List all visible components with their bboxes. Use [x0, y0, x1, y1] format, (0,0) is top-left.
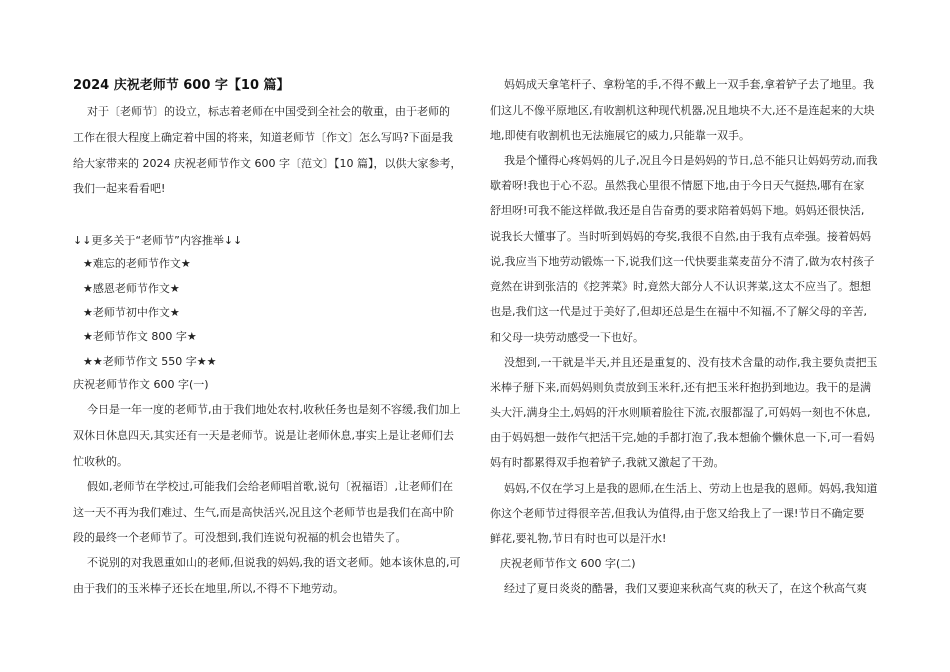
paragraph-line: 假如,老师节在学校过,可能我们会给老师唱首歌,说句〔祝福语〕,让老师们在: [87, 480, 453, 493]
essay-1-title: 庆祝老师节作文 600 字(一): [73, 378, 209, 391]
essay-2-title: 庆祝老师节作文 600 字(二): [500, 557, 636, 570]
paragraph-line: 经过了夏日炎炎的酷暑，我们又要迎来秋高气爽的秋天了，在这个秋高气爽: [504, 582, 867, 595]
intro-line: 工作在很大程度上确定着中国的将来，知道老师节〔作文〕怎么写吗?下面是我: [73, 131, 453, 144]
paragraph-line: 米棒子掰下来,而妈妈则负责放到玉米秆,还有把玉米秆抱扔到地边。我干的是满: [490, 381, 871, 394]
paragraph-line: 歇着呀!我也于心不忍。虽然我心里很不情愿下地,由于今日天气挺热,哪有在家: [490, 179, 865, 192]
paragraph-line: 由于妈妈想一鼓作气把活干完,她的手都打泡了,我本想偷个懒休息一下,可一看妈: [490, 431, 875, 444]
paragraph-line: 今日是一年一度的老师节,由于我们地处农村,收秋任务也是刻不容缓,我们加上: [87, 403, 461, 416]
paragraph-line: 这一天不再为我们难过、生气,而是高快活兴,况且这个老师节也是我们在高中阶: [73, 506, 454, 519]
paragraph-line: 也是,我们这一代是过于美好了,但却还总是生在福中不知福,不了解父母的辛苦,: [490, 305, 867, 318]
paragraph-line: 妈有时都累得双手抱着铲子,我就又激起了干劲。: [490, 456, 725, 469]
paragraph-line: 没想到,一干就是半天,并且还是重复的、没有技术含量的动作,我主要负责把玉: [504, 356, 878, 369]
recommend-link[interactable]: ★难忘的老师节作文★: [83, 257, 191, 270]
recommend-link[interactable]: ★感恩老师节作文★: [83, 282, 180, 295]
paragraph-line: 竟然在讲到张洁的《挖荠菜》时,竟然大部分人不认识荠菜,这太不应当了。想想: [490, 280, 871, 293]
paragraph-line: 说,我应当下地劳动锻炼一下,说我们这一代快要韭菜麦苗分不清了,做为农村孩子: [490, 255, 875, 268]
document-title: 2024 庆祝老师节 600 字【10 篇】: [73, 78, 290, 93]
paragraph-line: 们这儿不像平原地区,有收割机这种现代机器,况且地块不大,还不是连起来的大块: [490, 104, 875, 117]
recommend-link[interactable]: ★老师节初中作文★: [83, 306, 180, 319]
paragraph-line: 说我长大懂事了。当时听到妈妈的夸奖,我很不自然,由于我有点牵强。接着妈妈: [490, 230, 871, 243]
paragraph-line: 段的最终一个老师节了。可没想到,我们连说句祝福的机会也错失了。: [73, 531, 407, 544]
recommend-heading: ↓↓更多关于“老师节”内容推举↓↓: [73, 234, 243, 247]
recommend-link[interactable]: ★老师节作文 800 字★: [83, 330, 197, 343]
intro-line: 我们一起来看看吧!: [73, 182, 166, 195]
intro-line: 对于〔老师节〕的设立，标志着老师在中国受到全社会的敬重，由于老师的: [87, 105, 450, 118]
paragraph-line: 不说别的对我恩重如山的老师,但说我的妈妈,我的语文老师。她本该休息的,可: [87, 556, 461, 569]
paragraph-line: 你这个老师节过得很辛苦,但我认为值得,由于您又给我上了一课!节日不确定要: [490, 507, 865, 520]
intro-line: 给大家带来的 2024 庆祝老师节作文 600 字〔范文〕【10 篇】，以供大家参考，: [73, 157, 462, 170]
paragraph-line: 我是个懂得心疼妈妈的儿子,况且今日是妈妈的节日,总不能只让妈妈劳动,而我: [504, 154, 878, 167]
paragraph-line: 地,即使有收割机也无法施展它的威力,只能靠一双手。: [490, 129, 750, 142]
paragraph-line: 双休日休息四天,其实还有一天是老师节。说是让老师休息,事实上是让老师们去: [73, 429, 454, 442]
paragraph-line: 忙收秋的。: [73, 455, 128, 468]
paragraph-line: 由于我们的玉米棒子还长在地里,所以,不得不下地劳动。: [73, 582, 344, 595]
paragraph-line: 舒坦呀!可我不能这样做,我还是自告奋勇的要求陪着妈妈下地。妈妈还很快活,: [490, 204, 865, 217]
recommend-link[interactable]: ★★老师节作文 550 字★★: [83, 355, 217, 368]
paragraph-line: 头大汗,满身尘土,妈妈的汗水则顺着脸往下流,衣服都湿了,可妈妈一刻也不休息,: [490, 406, 871, 419]
paragraph-line: 妈妈,不仅在学习上是我的恩师,在生活上、劳动上也是我的恩师。妈妈,我知道: [504, 482, 878, 495]
paragraph-line: 妈妈成天拿笔杆子、拿粉笔的手,不得不戴上一双手套,拿着铲子去了地里。我: [504, 78, 874, 91]
paragraph-line: 鲜花,要礼物,节日有时也可以是汗水!: [490, 532, 667, 545]
paragraph-line: 和父母一块劳动感受一下也好。: [490, 331, 644, 344]
